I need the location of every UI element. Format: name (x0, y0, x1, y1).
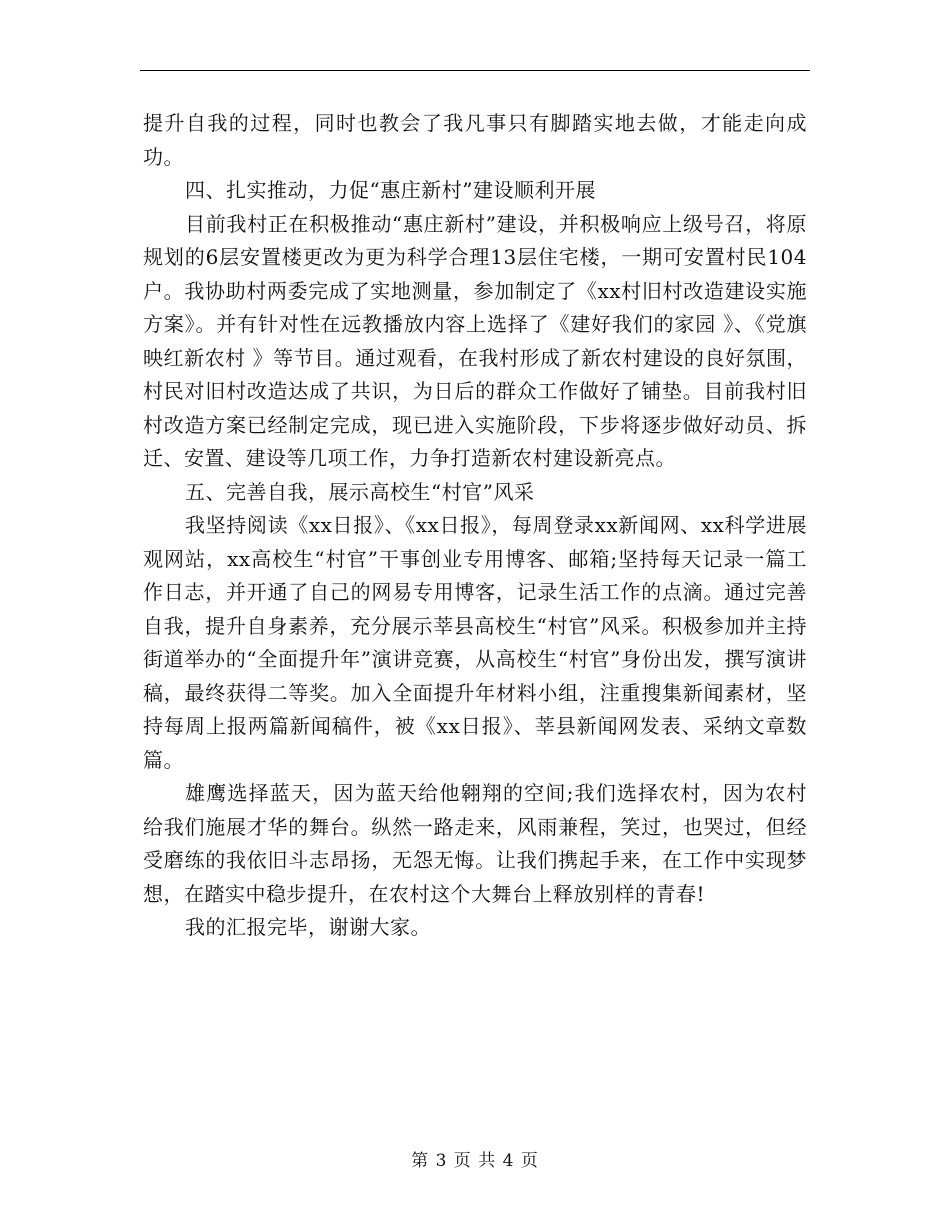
section-heading-5: 五、完善自我，展示高校生“村官”风采 (185, 479, 535, 504)
page-number-footer: 第 3 页 共 4 页 (411, 1151, 539, 1171)
closing-paragraph: 我的汇报完毕，谢谢大家。 (185, 915, 431, 939)
header-divider (140, 70, 810, 71)
paragraph-2: 目前我村正在积极推动“惠庄新村”建设，并积极响应上级号召，将原规划的6层安置楼更改为更为科学合理13层住宅楼，一期可安置村民104户。我协助村两委完成了实地测量，参加制定了《xx村旧村改造建设实施方案》。并有针对性在远教播放内容上选择了《建好我们的家园 》、《党旗映红新农村 》等节目。通过观看，在我村形成了新农村建设的良好氛围，村民对旧村改造达成了共识，为日后的群众工作做好了铺垫。目前我村旧村改造方案已经制定完成，现已进入实施阶段，下步将逐步做好动员、拆迁、安置、建设等几项工作，力争打造新农村建设新亮点。 (143, 211, 807, 470)
paragraph-3: 我坚持阅读《xx日报》、《xx日报》，每周登录xx新闻网、xx科学进展观网站，xx高校生“村官”干事创业专用博客、邮箱;坚持每天记录一篇工作日志，并开通了自己的网易专用博客，记录生活工作的点滴。通过完善自我，提升自身素养，充分展示莘县高校生“村官”风采。积极参加并主持街道举办的“全面提升年”演讲竞赛，从高校生“村官”身份出发，撰写演讲稿，最终获得二等奖。加入全面提升年材料小组，注重搜集新闻素材，坚持每周上报两篇新闻稿件，被《xx日报》、莘县新闻网发表、采纳文章数篇。 (143, 513, 807, 772)
paragraph-4: 雄鹰选择蓝天，因为蓝天给他翱翔的空间;我们选择农村，因为农村给我们施展才华的舞台。纵然一路走来，风雨兼程，笑过，也哭过，但经受磨练的我依旧斗志昂扬，无怨无悔。让我们携起手来，在工作中实现梦想，在踏实中稳步提升，在农村这个大舞台上释放别样的青春! (143, 781, 807, 906)
section-heading-4: 四、扎实推动，力促“惠庄新村”建设顺利开展 (185, 178, 596, 202)
document-body (143, 107, 807, 945)
paragraph-1: 提升自我的过程，同时也教会了我凡事只有脚踏实地去做，才能走向成功。 (143, 111, 807, 169)
